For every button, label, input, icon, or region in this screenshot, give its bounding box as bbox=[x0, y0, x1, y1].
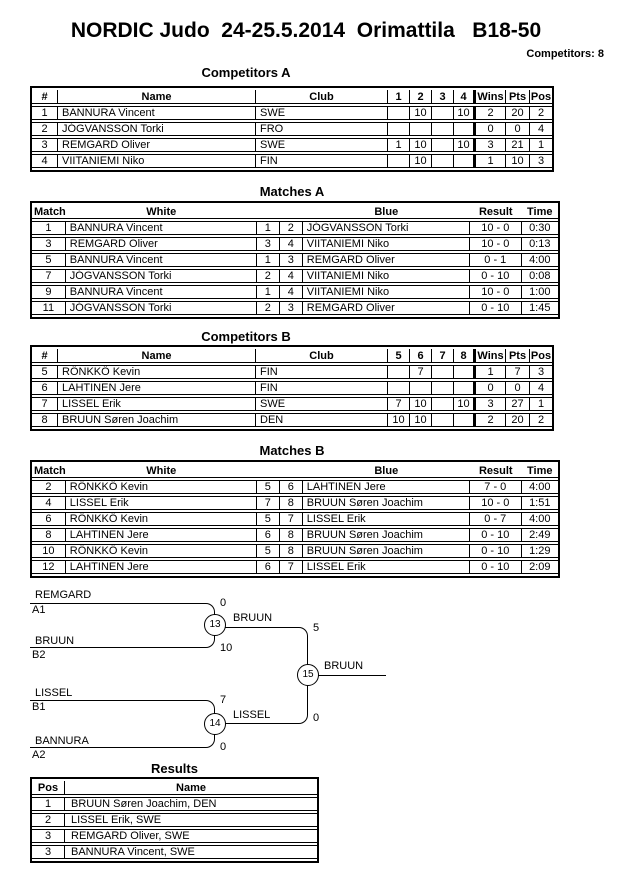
table-cell: LISSEL Erik bbox=[303, 512, 470, 526]
table-row bbox=[32, 122, 552, 136]
table-cell: 2 bbox=[530, 106, 552, 120]
bracket-sf2-winner-name: LISSEL bbox=[233, 709, 271, 721]
table-cell: REMGARD Oliver bbox=[66, 237, 257, 251]
table-row bbox=[32, 154, 552, 168]
table-cell: BANNURA Vincent bbox=[66, 221, 257, 235]
column-header: Name bbox=[65, 781, 317, 795]
table-cell: 0 bbox=[506, 381, 530, 395]
column-header: Name bbox=[58, 90, 256, 104]
table-cell: BANNURA Vincent bbox=[58, 106, 256, 120]
table-cell bbox=[454, 122, 476, 136]
table-cell: 10 bbox=[410, 138, 432, 152]
column-header: # bbox=[32, 90, 58, 104]
table-cell bbox=[388, 381, 410, 395]
column-header: Result bbox=[470, 205, 522, 219]
header-row bbox=[32, 205, 558, 219]
column-header: 5 bbox=[388, 349, 410, 363]
table-cell: 2 bbox=[476, 413, 506, 427]
matches-a-table bbox=[30, 201, 560, 319]
bracket-sf1-winner-name: BRUUN bbox=[233, 612, 273, 624]
bracket-sf2-top-name: LISSEL bbox=[35, 687, 73, 699]
bracket-sf2-top-seed: B1 bbox=[32, 701, 46, 713]
table-cell: 10 bbox=[388, 413, 410, 427]
table-row bbox=[32, 829, 317, 843]
table-row bbox=[32, 237, 558, 251]
table-cell: 8 bbox=[280, 544, 303, 558]
column-header: 1 bbox=[388, 90, 410, 104]
table-cell: 2 bbox=[530, 413, 552, 427]
competitors-count: Competitors: 8 bbox=[526, 48, 604, 60]
table-cell: RÖNKKÖ Kevin bbox=[66, 512, 257, 526]
table-cell: 20 bbox=[506, 106, 530, 120]
table-row bbox=[32, 413, 552, 427]
table-cell bbox=[432, 397, 454, 411]
table-cell: 3 bbox=[32, 138, 58, 152]
table-cell: JÓGVANSSON Torki bbox=[66, 301, 257, 315]
table-cell: 5 bbox=[32, 365, 58, 379]
column-header: Pos bbox=[530, 349, 552, 362]
bracket-match14-circle: 14 bbox=[204, 713, 226, 735]
column-header: Name bbox=[58, 349, 256, 363]
bracket-sf2-bottom-seed: A2 bbox=[32, 749, 46, 761]
table-cell: BANNURA Vincent bbox=[66, 285, 257, 299]
table-cell bbox=[432, 138, 454, 152]
table-cell: RÖNKKÖ Kevin bbox=[66, 480, 257, 494]
table-cell bbox=[432, 154, 454, 168]
table-cell: LAHTINEN Jere bbox=[66, 528, 257, 542]
table-cell: 4 bbox=[530, 122, 552, 136]
column-header bbox=[257, 205, 280, 219]
header-row bbox=[32, 349, 552, 363]
table-cell: 6 bbox=[32, 381, 58, 395]
table-cell: 4 bbox=[32, 154, 58, 168]
table-cell: 4:00 bbox=[522, 512, 558, 526]
table-cell bbox=[432, 381, 454, 395]
table-cell: BRUUN Søren Joachim bbox=[303, 544, 470, 558]
table-cell: 20 bbox=[506, 413, 530, 427]
column-header: Wins bbox=[476, 349, 506, 363]
table-cell: 4 bbox=[280, 285, 303, 299]
table-cell: 7 bbox=[32, 397, 58, 411]
table-row bbox=[32, 496, 558, 510]
bracket-champion-name: BRUUN bbox=[324, 660, 364, 672]
page-title: NORDIC Judo 24-25.5.2014 Orimattila B18-50 bbox=[70, 19, 542, 42]
bracket-sf1-top-score: 0 bbox=[220, 597, 227, 609]
table-cell: LISSEL Erik, SWE bbox=[65, 813, 317, 827]
table-cell: 1 bbox=[32, 797, 65, 811]
table-cell: 1:00 bbox=[522, 285, 558, 299]
section-title-matches-b: Matches B bbox=[259, 443, 325, 458]
table-cell bbox=[454, 381, 476, 395]
table-cell: 5 bbox=[257, 480, 280, 494]
table-cell: REMGARD Oliver bbox=[303, 253, 470, 267]
table-cell: JÓGVANSSON Torki bbox=[303, 221, 470, 235]
table-row bbox=[32, 269, 558, 283]
table-cell: FIN bbox=[256, 381, 388, 395]
table-cell: 6 bbox=[32, 512, 66, 526]
table-cell: 2:09 bbox=[522, 560, 558, 574]
table-cell: JÓGVANSSON Torki bbox=[66, 269, 257, 283]
section-title-competitors-a: Competitors A bbox=[201, 65, 291, 80]
table-cell: VIITANIEMI Niko bbox=[58, 154, 256, 168]
section-title-matches-a: Matches A bbox=[259, 184, 325, 199]
matches-b-table bbox=[30, 460, 560, 578]
table-cell bbox=[388, 365, 410, 379]
column-header bbox=[280, 464, 303, 478]
table-cell: LISSEL Erik bbox=[66, 496, 257, 510]
column-header: 7 bbox=[432, 349, 454, 363]
table-cell: BRUUN Søren Joachim, DEN bbox=[65, 797, 317, 811]
table-cell bbox=[410, 381, 432, 395]
table-cell: 1 bbox=[257, 285, 280, 299]
table-cell: 5 bbox=[257, 512, 280, 526]
table-row bbox=[32, 544, 558, 558]
column-header: 4 bbox=[454, 90, 476, 104]
table-cell: 7 - 0 bbox=[470, 480, 522, 494]
bracket-match13-circle: 13 bbox=[204, 614, 226, 636]
table-cell: LAHTINEN Jere bbox=[66, 560, 257, 574]
table-cell: 1 bbox=[257, 221, 280, 235]
table-cell: 1 bbox=[530, 397, 552, 411]
table-cell: 2 bbox=[257, 301, 280, 315]
table-row bbox=[32, 381, 552, 395]
table-row bbox=[32, 845, 317, 859]
column-header: 6 bbox=[410, 349, 432, 363]
table-cell: VIITANIEMI Niko bbox=[303, 285, 470, 299]
table-cell bbox=[454, 154, 476, 168]
bracket-final-top-score: 5 bbox=[313, 622, 320, 634]
column-header bbox=[257, 464, 280, 478]
column-header: Blue bbox=[303, 464, 470, 478]
table-cell: 10 bbox=[506, 154, 530, 168]
table-cell: 2 bbox=[257, 269, 280, 283]
table-row bbox=[32, 253, 558, 267]
bracket-sf1-bottom-name: BRUUN bbox=[35, 635, 75, 647]
table-cell: 10 bbox=[410, 413, 432, 427]
column-header: Pts bbox=[506, 349, 530, 363]
table-cell: 10 bbox=[454, 138, 476, 152]
table-cell: 0 - 10 bbox=[470, 301, 522, 315]
table-cell: 1:45 bbox=[522, 301, 558, 315]
table-cell: 2 bbox=[32, 122, 58, 136]
header-row bbox=[32, 90, 552, 104]
column-header: Club bbox=[256, 90, 388, 104]
column-header bbox=[280, 205, 303, 219]
table-cell bbox=[388, 154, 410, 168]
table-cell: 5 bbox=[32, 253, 66, 267]
table-cell: 21 bbox=[506, 138, 530, 152]
table-row bbox=[32, 528, 558, 542]
table-cell: 1 bbox=[388, 138, 410, 152]
column-header: White bbox=[66, 205, 257, 219]
competitors-b-table bbox=[30, 345, 554, 431]
table-cell: 8 bbox=[32, 413, 58, 427]
bracket-sf1-top-name: REMGARD bbox=[35, 589, 92, 601]
table-cell: LISSEL Erik bbox=[303, 560, 470, 574]
table-cell: 0 bbox=[476, 381, 506, 395]
table-row bbox=[32, 301, 558, 315]
table-row bbox=[32, 480, 558, 494]
table-cell: 0:30 bbox=[522, 221, 558, 235]
table-cell: SWE bbox=[256, 106, 388, 120]
table-cell: SWE bbox=[256, 138, 388, 152]
table-cell: 10 bbox=[454, 106, 476, 120]
table-cell: REMGARD Oliver, SWE bbox=[65, 829, 317, 843]
table-cell: 3 bbox=[530, 154, 552, 168]
table-cell: 8 bbox=[280, 528, 303, 542]
bracket-final-bottom-score: 0 bbox=[313, 712, 320, 724]
column-header: Club bbox=[256, 349, 388, 363]
table-cell: 10 bbox=[410, 397, 432, 411]
bracket-winner-line bbox=[308, 675, 386, 676]
table-cell: RÖNKKÖ Kevin bbox=[66, 544, 257, 558]
section-title-results: Results bbox=[151, 761, 198, 776]
column-header: Pos bbox=[32, 781, 65, 795]
table-cell: 1 bbox=[476, 154, 506, 168]
table-row bbox=[32, 285, 558, 299]
table-cell: 0 - 10 bbox=[470, 560, 522, 574]
table-cell: 4 bbox=[280, 269, 303, 283]
table-cell: 1 bbox=[32, 221, 66, 235]
table-cell: 1 bbox=[476, 365, 506, 379]
table-cell: 2 bbox=[280, 221, 303, 235]
table-cell: 4 bbox=[280, 237, 303, 251]
table-cell: 7 bbox=[32, 269, 66, 283]
table-cell: LAHTINEN Jere bbox=[303, 480, 470, 494]
table-cell: 3 bbox=[257, 237, 280, 251]
table-cell: 10 bbox=[410, 154, 432, 168]
table-cell: 0:13 bbox=[522, 237, 558, 251]
table-cell: 1 bbox=[257, 253, 280, 267]
column-header: Pos bbox=[530, 90, 552, 103]
table-cell: 7 bbox=[506, 365, 530, 379]
header-row bbox=[32, 781, 317, 795]
table-cell: 5 bbox=[257, 544, 280, 558]
table-cell: 10 bbox=[410, 106, 432, 120]
column-header: # bbox=[32, 349, 58, 363]
table-cell bbox=[432, 106, 454, 120]
table-cell: 4 bbox=[530, 381, 552, 395]
bracket-sf1-top-seed: A1 bbox=[32, 604, 46, 616]
table-cell: 3 bbox=[32, 829, 65, 843]
table-cell: 3 bbox=[280, 253, 303, 267]
table-cell: 11 bbox=[32, 301, 66, 315]
table-cell bbox=[454, 365, 476, 379]
table-cell: 7 bbox=[410, 365, 432, 379]
table-cell: SWE bbox=[256, 397, 388, 411]
table-cell: 2:49 bbox=[522, 528, 558, 542]
table-cell: 2 bbox=[32, 480, 66, 494]
table-cell: 3 bbox=[32, 845, 65, 859]
table-row bbox=[32, 797, 317, 811]
table-cell bbox=[388, 122, 410, 136]
column-header: Match bbox=[34, 205, 66, 218]
table-row bbox=[32, 512, 558, 526]
table-cell: 4 bbox=[32, 496, 66, 510]
table-cell bbox=[454, 413, 476, 427]
table-cell: 1 bbox=[530, 138, 552, 152]
table-cell: 6 bbox=[257, 560, 280, 574]
table-cell: 2 bbox=[32, 813, 65, 827]
column-header: Match bbox=[34, 464, 66, 477]
bracket-match15-circle: 15 bbox=[297, 664, 319, 686]
table-cell: 1:51 bbox=[522, 496, 558, 510]
table-cell: 8 bbox=[32, 528, 66, 542]
table-cell: 0 bbox=[506, 122, 530, 136]
table-cell: BRUUN Søren Joachim bbox=[58, 413, 256, 427]
table-cell: 0 bbox=[476, 122, 506, 136]
table-cell: RÖNKKÖ Kevin bbox=[58, 365, 256, 379]
table-cell: 1 bbox=[32, 106, 58, 120]
bracket-sf2-top-score: 7 bbox=[220, 694, 227, 706]
table-cell: BANNURA Vincent bbox=[66, 253, 257, 267]
table-cell: BRUUN Søren Joachim bbox=[303, 528, 470, 542]
table-cell bbox=[432, 122, 454, 136]
table-cell: 10 - 0 bbox=[470, 285, 522, 299]
table-cell: 2 bbox=[476, 106, 506, 120]
table-cell: 0 - 7 bbox=[470, 512, 522, 526]
table-cell: 7 bbox=[257, 496, 280, 510]
table-row bbox=[32, 397, 552, 411]
table-cell: REMGARD Oliver bbox=[58, 138, 256, 152]
table-cell: 8 bbox=[280, 496, 303, 510]
table-cell: FRO bbox=[256, 122, 388, 136]
competitors-a-table bbox=[30, 86, 554, 172]
table-cell: VIITANIEMI Niko bbox=[303, 269, 470, 283]
table-cell: DEN bbox=[256, 413, 388, 427]
column-header: Wins bbox=[476, 90, 506, 104]
table-cell: BRUUN Søren Joachim bbox=[303, 496, 470, 510]
table-cell bbox=[388, 106, 410, 120]
table-cell: 1:29 bbox=[522, 544, 558, 558]
table-row bbox=[32, 365, 552, 379]
table-cell: 3 bbox=[530, 365, 552, 379]
table-cell: 9 bbox=[32, 285, 66, 299]
table-cell: 6 bbox=[280, 480, 303, 494]
column-header: Time bbox=[522, 205, 558, 219]
table-cell bbox=[432, 413, 454, 427]
table-cell: 10 - 0 bbox=[470, 221, 522, 235]
table-cell: FIN bbox=[256, 154, 388, 168]
table-cell: 6 bbox=[257, 528, 280, 542]
table-cell: 10 bbox=[454, 397, 476, 411]
header-row bbox=[32, 464, 558, 478]
table-cell bbox=[432, 365, 454, 379]
column-header: Time bbox=[522, 464, 558, 478]
column-header: White bbox=[66, 464, 257, 478]
table-row bbox=[32, 106, 552, 120]
table-row bbox=[32, 138, 552, 152]
table-cell: 0:08 bbox=[522, 269, 558, 283]
section-title-competitors-b: Competitors B bbox=[201, 329, 291, 344]
table-cell: 10 - 0 bbox=[470, 237, 522, 251]
table-cell: JÓGVANSSON Torki bbox=[58, 122, 256, 136]
table-cell: LAHTINEN Jere bbox=[58, 381, 256, 395]
table-cell bbox=[410, 122, 432, 136]
table-cell: 7 bbox=[280, 512, 303, 526]
table-cell: 3 bbox=[476, 397, 506, 411]
table-cell: VIITANIEMI Niko bbox=[303, 237, 470, 251]
table-cell: LISSEL Erik bbox=[58, 397, 256, 411]
bracket-sf1-bottom-seed: B2 bbox=[32, 649, 46, 661]
table-cell: 7 bbox=[280, 560, 303, 574]
column-header: 8 bbox=[454, 349, 476, 363]
table-cell: 10 bbox=[32, 544, 66, 558]
column-header: Pts bbox=[506, 90, 530, 104]
table-cell: 0 - 1 bbox=[470, 253, 522, 267]
bracket-sf2-bottom-score: 0 bbox=[220, 741, 227, 753]
table-row bbox=[32, 221, 558, 235]
column-header: 3 bbox=[432, 90, 454, 104]
table-cell: 0 - 10 bbox=[470, 544, 522, 558]
table-cell: BANNURA Vincent, SWE bbox=[65, 845, 317, 859]
column-header: Result bbox=[470, 464, 522, 478]
table-cell: 10 - 0 bbox=[470, 496, 522, 510]
table-row bbox=[32, 560, 558, 574]
bracket-sf2-bottom-name: BANNURA bbox=[35, 735, 89, 747]
column-header: 2 bbox=[410, 90, 432, 104]
column-header: Blue bbox=[303, 205, 470, 219]
table-cell: 4:00 bbox=[522, 253, 558, 267]
table-cell: 12 bbox=[32, 560, 66, 574]
table-cell: 0 - 10 bbox=[470, 528, 522, 542]
table-cell: FIN bbox=[256, 365, 388, 379]
table-row bbox=[32, 813, 317, 827]
table-cell: 3 bbox=[32, 237, 66, 251]
table-cell: 0 - 10 bbox=[470, 269, 522, 283]
table-cell: 27 bbox=[506, 397, 530, 411]
table-cell: 3 bbox=[280, 301, 303, 315]
table-cell: 7 bbox=[388, 397, 410, 411]
results-table bbox=[30, 777, 319, 863]
bracket-sf1-bottom-score: 10 bbox=[220, 642, 233, 654]
table-cell: REMGARD Oliver bbox=[303, 301, 470, 315]
table-cell: 4:00 bbox=[522, 480, 558, 494]
table-cell: 3 bbox=[476, 138, 506, 152]
